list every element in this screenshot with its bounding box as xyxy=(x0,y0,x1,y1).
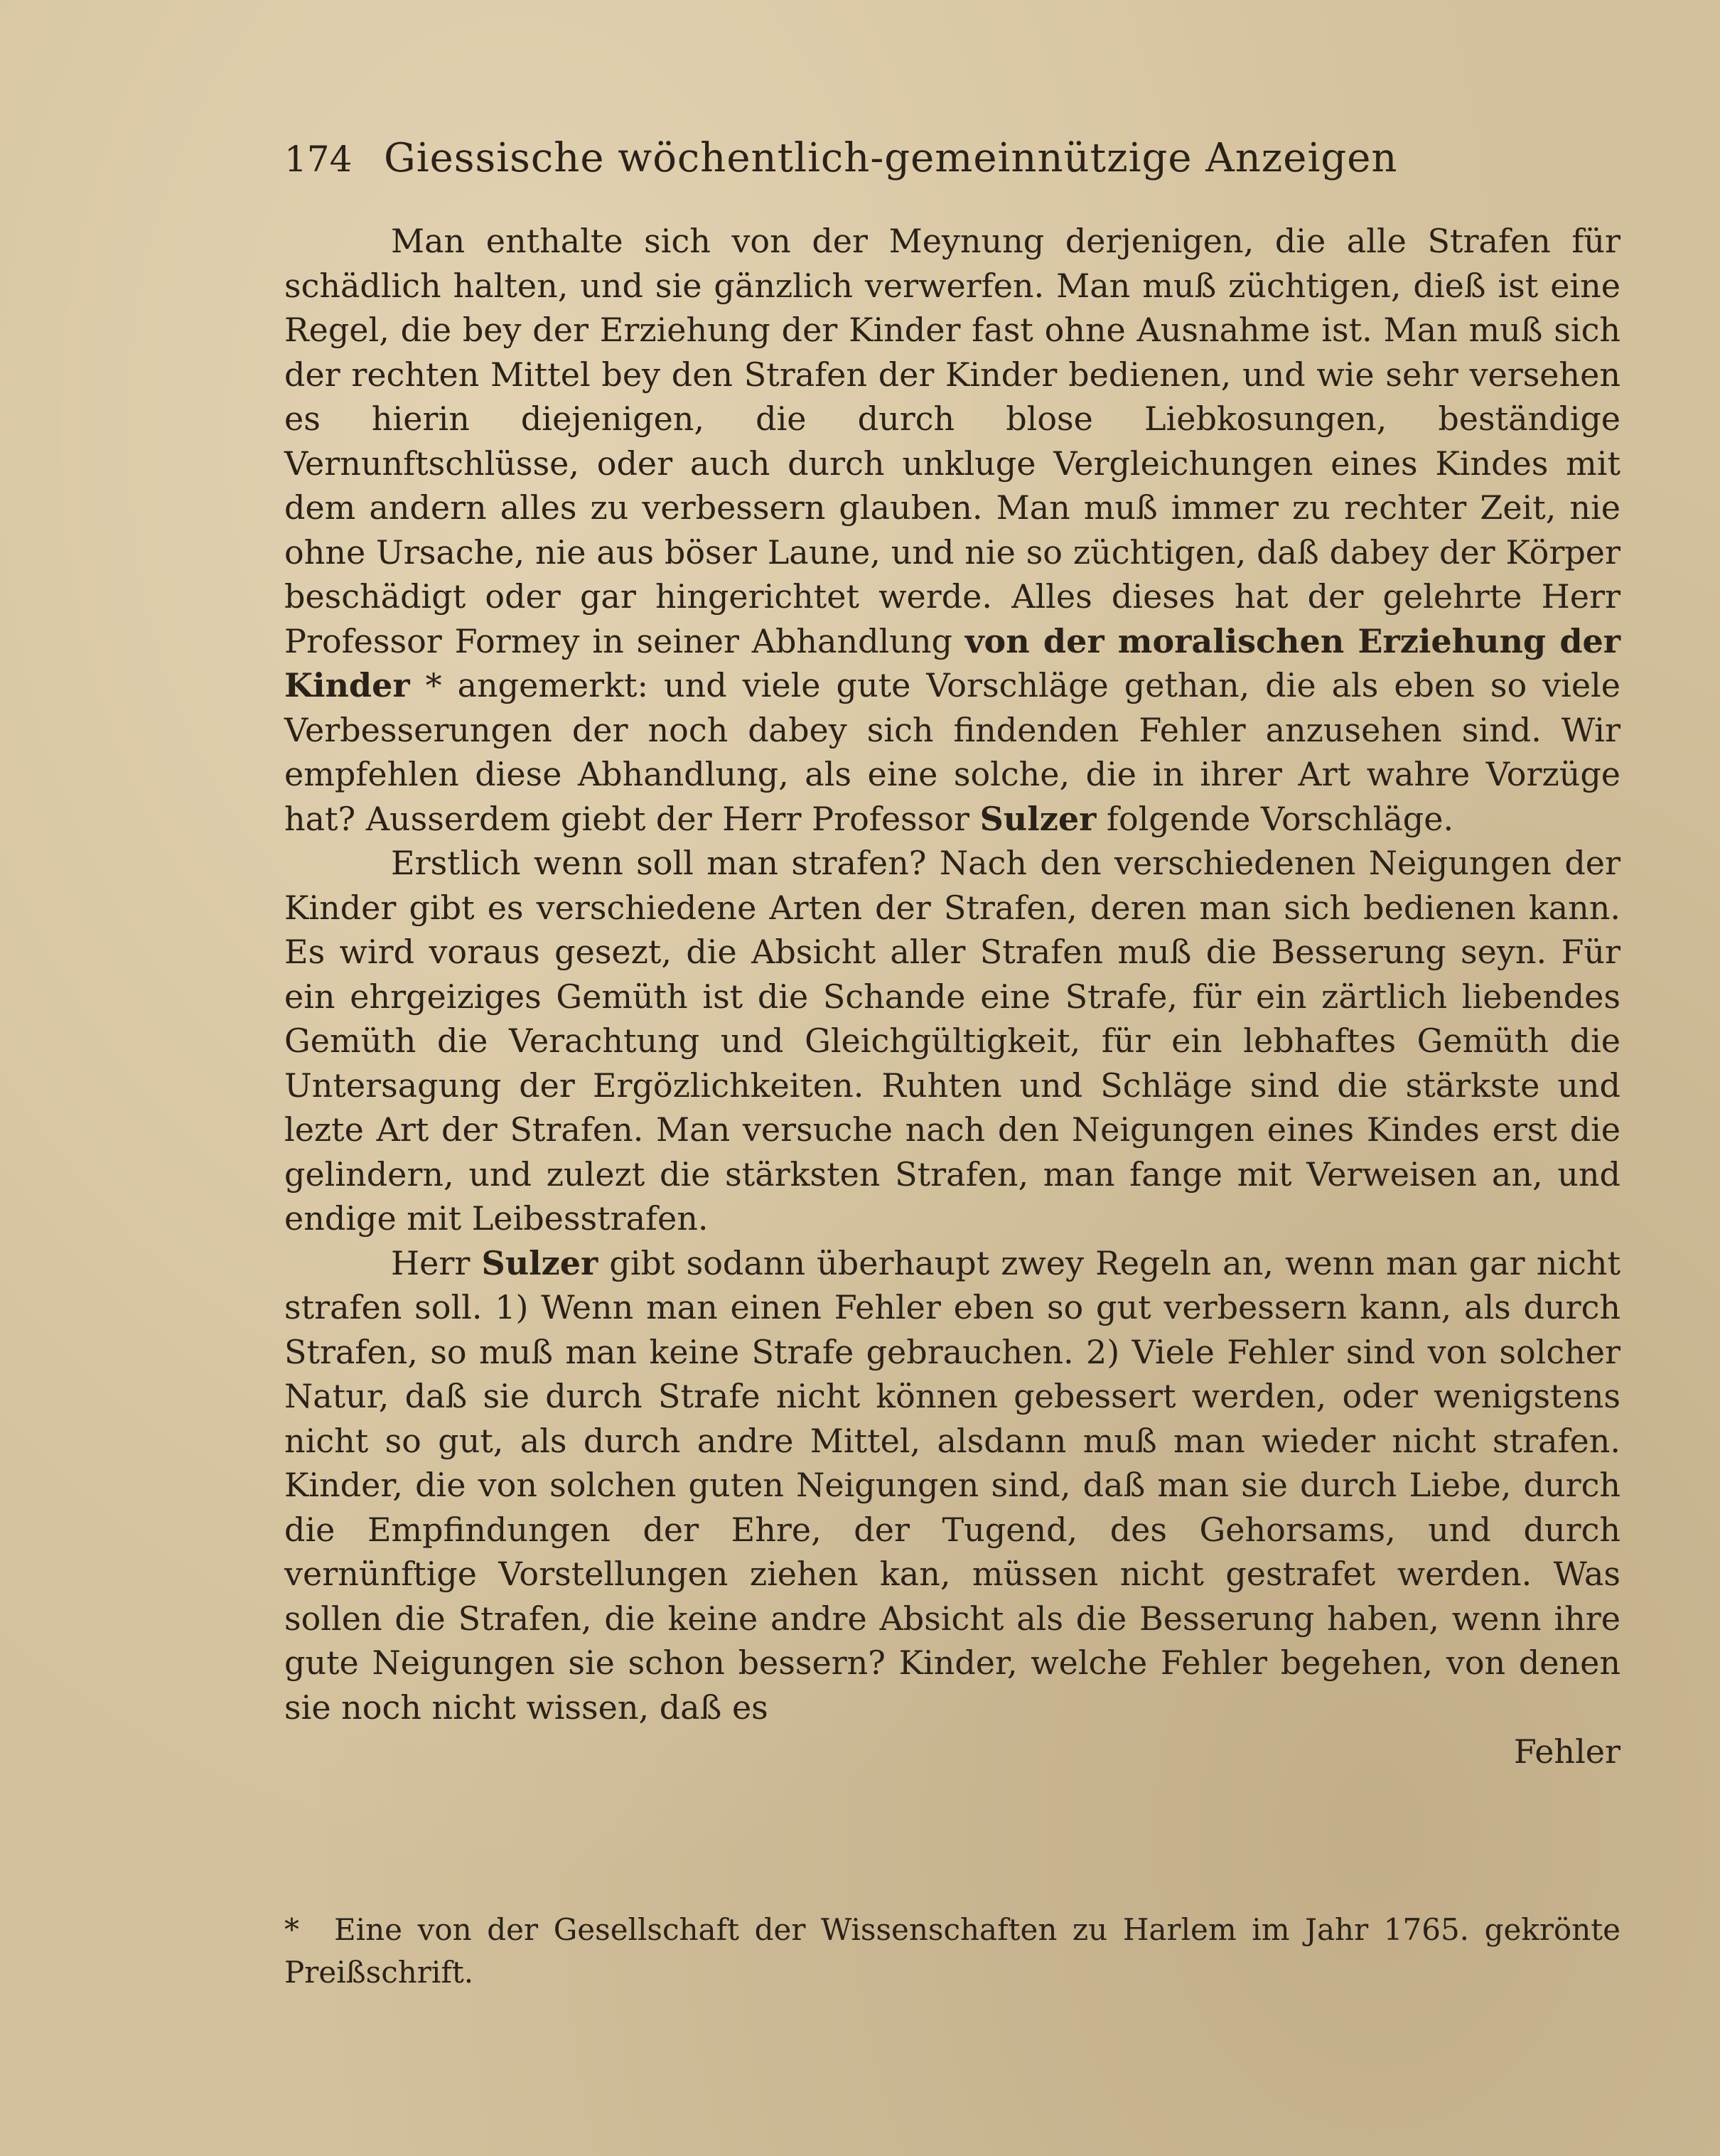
paragraph-3 xyxy=(284,1241,1620,1730)
paragraph-2: Erstlich wenn soll man strafen? Nach den verschiedenen Neigungen der Kinder gibt es verschiedene Arten der Strafen, deren man sich bedienen kann. Es wird voraus gesezt, die Absicht aller Strafen muß die Besserung seyn. Für ein ehrgeiziges Gemüth ist die Schande eine Strafe, für ein zärtlich liebendes Gemüth die Verachtung und Gleichgültigkeit, für ein lebhaftes Gemüth die Untersagung der Ergözlichkeiten. Ruhten und Schläge sind die stärkste und lezte Art der Strafen. Man versuche nach den Neigungen eines Kindes erst die gelindern, und zulezt die stärksten Strafen, man fange mit Verweisen an, und endige mit Leibesstrafen. xyxy=(284,844,1620,1238)
page-number: 174 xyxy=(284,139,353,180)
paragraph-1-emphasis: von der moralischen Erziehung der Kinder xyxy=(284,621,1620,704)
paragraph-1 xyxy=(284,219,1620,841)
footnote-mark: * xyxy=(284,1912,299,1947)
body-text xyxy=(284,219,1620,1774)
paragraph-3-emphasis: Sulzer xyxy=(481,1243,598,1282)
footnote-text: Eine von der Gesellschaft der Wissenschaften zu Harlem im Jahr 1765. gekrönte Preißschrift. xyxy=(284,1912,1620,1990)
footnote xyxy=(284,1909,1620,1994)
paragraph-1-text-c: folgende Vorschläge. xyxy=(1096,799,1454,838)
paragraph-1-text-a: Man enthalte sich von der Meynung derjenigen, die alle Strafen für schädlich halten, und sie gänzlich verwerfen. Man muß züchtigen, dieß ist eine Regel, die bey der Erziehung der Kinder fast ohne Ausnahme ist. Man muß sich der rechten Mittel bey den Strafen der Kinder bedienen, und wie sehr versehen es hierin diejenigen, die durch blose Liebkosungen, beständige Vernunftschlüsse, oder auch durch unkluge Vergleichungen eines Kindes mit dem andern alles zu verbessern glauben. Man muß immer zu rechter Zeit, nie ohne Ursache, nie aus böser Laune, und nie so züchtigen, daß dabey der Körper beschädigt oder gar hingerichtet werde. Alles dieses hat der gelehrte Herr Professor Formey in seiner Abhandlung xyxy=(284,222,1620,660)
paragraph-1-emphasis-2: Sulzer xyxy=(979,799,1097,838)
running-title: Giessische wöchentlich-gemeinnützige Anzeigen xyxy=(384,135,1398,181)
paragraph-1-text-b: * angemerkt: und viele gute Vorschläge gethan, die als eben so viele Verbesserungen der noch dabey sich findenden Fehler anzusehen sind. Wir empfehlen diese Abhandlung, als eine solche, die in ihrer Art wahre Vorzüge hat? Ausserdem giebt der Herr Professor xyxy=(284,666,1620,838)
paragraph-3-text-a: Herr xyxy=(391,1243,482,1282)
page-header xyxy=(284,135,1635,192)
catchword: Fehler xyxy=(1513,1732,1620,1771)
paragraph-3-text-b: gibt sodann überhaupt zwey Regeln an, wenn man gar nicht strafen soll. 1) Wenn man einen Fehler eben so gut verbessern kann, als durch Strafen, so muß man keine Strafe gebrauchen. 2) Viele Fehler sind von solcher Natur, daß sie durch Strafe nicht können gebessert werden, oder wenigstens nicht so gut, als durch andre Mittel, alsdann muß man wieder nicht strafen. Kinder, die von solchen guten Neigungen sind, daß man sie durch Liebe, durch die Empfindungen der Ehre, der Tugend, des Gehorsams, und durch vernünftige Vorstellungen ziehen kan, müssen nicht gestrafet werden. Was sollen die Strafen, die keine andre Absicht als die Besserung haben, wenn ihre gute Neigungen sie schon bessern? Kinder, welche Fehler begehen, von denen sie noch nicht wissen, daß es xyxy=(284,1243,1620,1727)
catchword-line xyxy=(284,1729,1620,1774)
